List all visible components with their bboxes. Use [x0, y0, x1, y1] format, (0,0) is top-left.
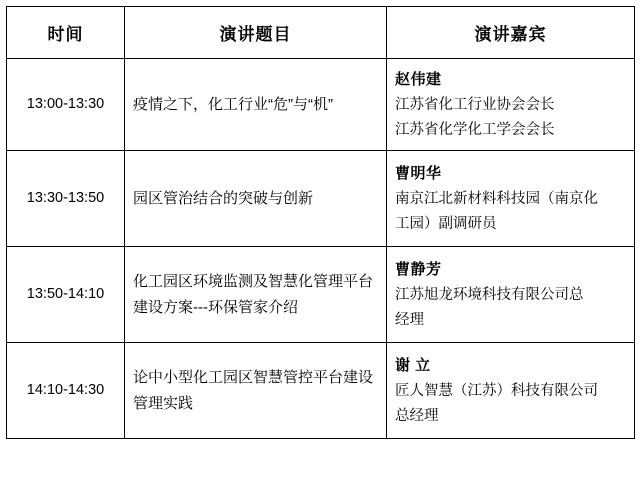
guest-org-line: 工园）副调研员	[395, 215, 497, 232]
cell-topic: 化工园区环境监测及智慧化管理平台建设方案---环保管家介绍	[125, 247, 387, 343]
cell-topic: 疫情之下，化工行业“危”与“机”	[125, 59, 387, 151]
guest-org-line: 江苏旭龙环境科技有限公司总	[395, 287, 584, 304]
guest-org-line: 匠人智慧（江苏）科技有限公司	[395, 383, 598, 400]
guest-name: 曹静芳	[395, 260, 442, 278]
cell-guest	[387, 151, 635, 247]
cell-topic: 园区管治结合的突破与创新	[125, 151, 387, 247]
cell-guest	[387, 59, 635, 151]
agenda-table	[6, 6, 635, 439]
cell-time: 13:00-13:30	[7, 59, 125, 151]
guest-org-line: 江苏省化学化工学会会长	[395, 121, 555, 138]
table-row	[7, 59, 635, 151]
table-header	[7, 7, 635, 59]
header-guest: 演讲嘉宾	[387, 7, 635, 59]
cell-time: 13:50-14:10	[7, 247, 125, 343]
table-row	[7, 151, 635, 247]
table-row	[7, 343, 635, 439]
table-row	[7, 247, 635, 343]
guest-org-line: 总经理	[395, 407, 439, 424]
cell-guest	[387, 247, 635, 343]
header-time: 时间	[7, 7, 125, 59]
guest-org-line: 江苏省化工行业协会会长	[395, 97, 555, 114]
cell-topic: 论中小型化工园区智慧管控平台建设管理实践	[125, 343, 387, 439]
guest-org-line: 南京江北新材料科技园（南京化	[395, 191, 598, 208]
header-topic: 演讲题目	[125, 7, 387, 59]
guest-name: 谢 立	[395, 356, 431, 374]
table-body	[7, 59, 635, 439]
guest-org-line: 经理	[395, 311, 424, 328]
cell-time: 13:30-13:50	[7, 151, 125, 247]
guest-name: 曹明华	[395, 164, 442, 182]
header-row	[7, 7, 635, 59]
cell-time: 14:10-14:30	[7, 343, 125, 439]
cell-guest	[387, 343, 635, 439]
guest-name: 赵伟建	[395, 70, 442, 88]
